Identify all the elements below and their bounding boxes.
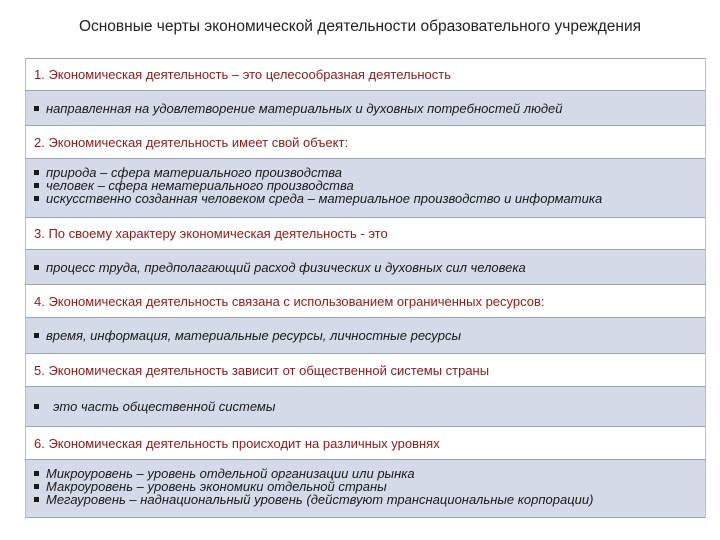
list-item <box>34 261 705 274</box>
bullet-icon <box>34 471 39 476</box>
section-heading-3 <box>25 218 706 250</box>
list-item <box>34 493 705 506</box>
list-item <box>34 102 705 115</box>
bullet-icon <box>34 497 39 502</box>
page-title: Основные черты экономической деятельности образовательного учреждения <box>78 18 642 35</box>
list-item-text: природа – сфера материального производства <box>46 165 343 180</box>
list-item-text: процесс труда, предполагающий расход физических и духовных сил человека <box>46 260 526 275</box>
list-item-text: направленная на удовлетворение материальных и духовных потребностей людей <box>46 101 563 116</box>
list-item-text: это часть общественной системы <box>53 399 276 414</box>
section-heading-4 <box>25 285 706 318</box>
section-items-1 <box>25 91 706 126</box>
features-table <box>25 58 706 518</box>
section-heading-5 <box>25 354 706 387</box>
section-items-4 <box>25 318 706 354</box>
list-item <box>34 192 705 205</box>
bullet-icon <box>34 404 39 409</box>
section-items-3 <box>25 250 706 285</box>
bullet-icon <box>34 106 39 111</box>
section-heading-text: 4. Экономическая деятельность связана с использованием ограниченных ресурсов: <box>34 293 545 309</box>
list-item-text: человек – сфера нематериального производства <box>46 178 354 193</box>
section-heading-6 <box>25 427 706 460</box>
bullet-icon <box>34 196 39 201</box>
section-items-2 <box>25 159 706 218</box>
bullet-icon <box>34 170 39 175</box>
section-heading-text: 1. Экономическая деятельность – это целесообразная деятельность <box>34 67 451 82</box>
bullet-icon <box>34 265 39 270</box>
section-items-6 <box>25 460 706 518</box>
bullet-icon <box>34 484 39 489</box>
section-items-5 <box>25 387 706 427</box>
section-heading-text: 3. По своему характеру экономическая деятельность - это <box>34 226 388 241</box>
list-item-text: Макроуровень – уровень экономики отдельной страны <box>46 479 387 494</box>
bullet-icon <box>34 183 39 188</box>
list-item-text: Мегауровень – наднациональный уровень (действуют транснациональные корпорации) <box>46 492 594 507</box>
list-item-text: искусственно созданная человеком среда – материальное производство и информатика <box>46 191 603 206</box>
section-heading-2 <box>25 126 706 159</box>
section-heading-text: 6. Экономическая деятельность происходит на различных уровнях <box>34 435 440 451</box>
list-item-text: время, информация, материальные ресурсы, личностные ресурсы <box>46 328 462 343</box>
bullet-icon <box>34 333 39 338</box>
section-heading-1 <box>25 59 706 91</box>
section-heading-text: 5. Экономическая деятельность зависит от общественной системы страны <box>34 362 490 378</box>
list-item <box>34 400 705 413</box>
list-item <box>34 329 705 342</box>
list-item-text: Микроуровень – уровень отдельной организации или рынка <box>46 466 415 481</box>
section-heading-text: 2. Экономическая деятельность имеет свой объект: <box>34 134 349 150</box>
